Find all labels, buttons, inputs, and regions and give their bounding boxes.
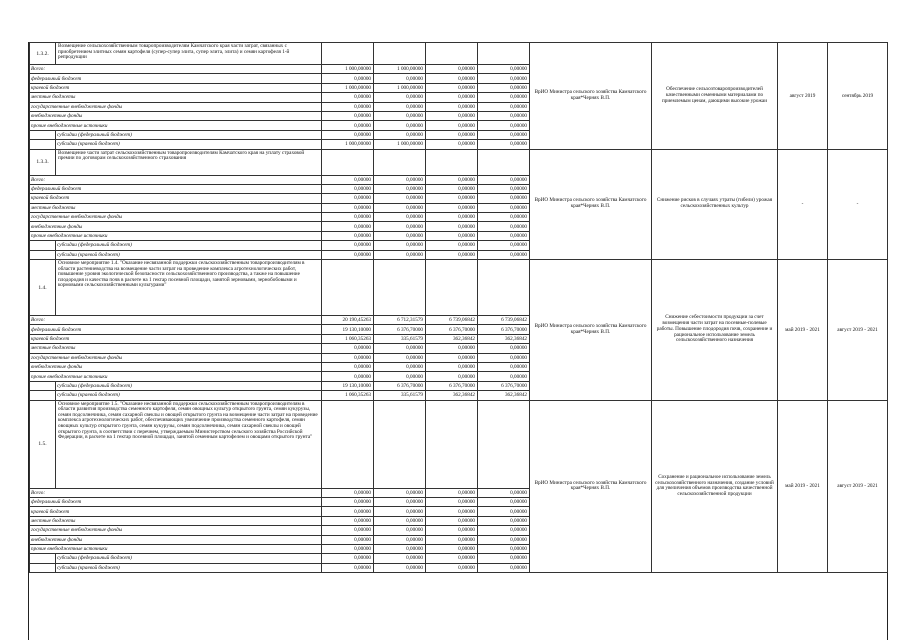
amount-cell: 0,00000 — [374, 497, 426, 506]
amount-cell: 0,00000 — [322, 194, 374, 203]
amount-cell: 0,00000 — [322, 516, 374, 525]
funding-source-label: государственные внебюджетные фонды — [30, 213, 322, 222]
block-code: 1.5. — [30, 400, 56, 488]
amount-cell: 0,00000 — [426, 65, 478, 74]
empty-cell — [374, 149, 426, 175]
amount-cell: 0,00000 — [478, 353, 530, 362]
amount-cell: 0,00000 — [426, 250, 478, 259]
empty-cell — [322, 400, 374, 488]
empty-cell — [426, 43, 478, 65]
funding-source-label: субсидии (краевой бюджет) — [56, 563, 322, 572]
amount-cell: 0,00000 — [374, 130, 426, 139]
funding-source-label: государственные внебюджетные фонды — [30, 102, 322, 111]
amount-cell: 0,00000 — [478, 194, 530, 203]
amount-cell: 0,00000 — [322, 93, 374, 102]
amount-cell: 0,00000 — [426, 121, 478, 130]
funding-source-label: внебюджетные фонды — [30, 111, 322, 120]
amount-cell: 0,00000 — [322, 554, 374, 563]
amount-cell: 0,00000 — [322, 344, 374, 353]
empty-cell — [322, 149, 374, 175]
amount-cell: 0,00000 — [322, 544, 374, 553]
result-cell: Снижение рисков в случаях утраты (гибели) урожая сельскохозяйственных культур — [652, 149, 778, 260]
amount-cell: 0,00000 — [478, 65, 530, 74]
block-title: Основное мероприятие 1.4. "Оказание несвязанной поддержки сельскохозяйственным товаропроизводителям в области растениеводства на возмещение части затрат на проведение комплекса агротехнологических работ, повышение уровня экологической безопасности сельскохозяйственного производства, а также на повышение плодородия и качества почв в расчете на 1 гектар посевной площади, занятой зерновыми, зернобобовыми и кормовыми сельскохозяйственными культурами" — [56, 260, 322, 316]
funding-source-label: субсидии (федеральный бюджет) — [56, 241, 322, 250]
funding-source-label: федеральный бюджет — [30, 74, 322, 83]
empty-cell — [30, 563, 56, 572]
amount-cell: 0,00000 — [478, 241, 530, 250]
amount-cell: 0,00000 — [426, 507, 478, 516]
empty-cell — [30, 391, 56, 400]
amount-cell: 0,00000 — [322, 563, 374, 572]
funding-source-label: краевой бюджет — [30, 334, 322, 343]
amount-cell: 0,00000 — [426, 241, 478, 250]
funding-source-label: внебюджетные фонды — [30, 222, 322, 231]
block-code: 1.3.2. — [30, 43, 56, 65]
empty-cell — [426, 149, 478, 175]
amount-cell: 0,00000 — [426, 362, 478, 371]
funding-source-label: прочие внебюджетные источники — [30, 544, 322, 553]
empty-cell — [30, 140, 56, 149]
funding-source-label: краевой бюджет — [30, 507, 322, 516]
amount-cell: 1 000,00000 — [374, 140, 426, 149]
funding-source-label: местные бюджеты — [30, 516, 322, 525]
amount-cell: 0,00000 — [322, 74, 374, 83]
funding-source-label: внебюджетные фонды — [30, 535, 322, 544]
block-code: 1.4. — [30, 260, 56, 316]
amount-cell: 0,00000 — [478, 535, 530, 544]
empty-cell — [30, 241, 56, 250]
funding-source-label: краевой бюджет — [30, 83, 322, 92]
amount-cell: 0,00000 — [374, 213, 426, 222]
amount-cell: 0,00000 — [426, 175, 478, 184]
amount-cell: 1 000,00000 — [374, 83, 426, 92]
end-date-cell: сентябрь 2019 — [828, 43, 888, 150]
amount-cell: 0,00000 — [478, 231, 530, 240]
amount-cell: 362,36842 — [478, 391, 530, 400]
funding-source-label: субсидии (федеральный бюджет) — [56, 554, 322, 563]
amount-cell: 0,00000 — [322, 175, 374, 184]
amount-cell: 0,00000 — [374, 488, 426, 497]
funding-source-label: прочие внебюджетные источники — [30, 231, 322, 240]
amount-cell: 0,00000 — [322, 507, 374, 516]
amount-cell: 0,00000 — [322, 535, 374, 544]
empty-cell — [322, 260, 374, 316]
start-date-cell: - — [778, 149, 828, 260]
table-body — [30, 43, 888, 573]
amount-cell: 0,00000 — [426, 74, 478, 83]
funding-source-label: Всего: — [30, 316, 322, 325]
amount-cell: 0,00000 — [374, 507, 426, 516]
amount-cell: 0,00000 — [322, 372, 374, 381]
amount-cell: 0,00000 — [478, 203, 530, 212]
funding-source-label: Всего: — [30, 175, 322, 184]
empty-cell — [30, 250, 56, 259]
amount-cell: 0,00000 — [426, 83, 478, 92]
amount-cell: 0,00000 — [374, 554, 426, 563]
amount-cell: 0,00000 — [478, 140, 530, 149]
funding-source-label: субсидии (краевой бюджет) — [56, 391, 322, 400]
amount-cell: 0,00000 — [478, 344, 530, 353]
amount-cell: 0,00000 — [322, 353, 374, 362]
amount-cell: 335,61579 — [374, 391, 426, 400]
amount-cell: 0,00000 — [374, 93, 426, 102]
amount-cell: 1 000,00000 — [322, 65, 374, 74]
funding-source-label: федеральный бюджет — [30, 497, 322, 506]
amount-cell: 1 060,35263 — [322, 334, 374, 343]
amount-cell: 0,00000 — [426, 130, 478, 139]
amount-cell: 0,00000 — [322, 250, 374, 259]
block-title: Возмещение части затрат сельскохозяйственным товаропроизводителям Камчатского края на уплату страховой премии по договорам сельскохозяйственного страхования — [56, 149, 322, 175]
amount-cell: 0,00000 — [374, 563, 426, 572]
amount-cell: 6 376,70000 — [426, 381, 478, 390]
amount-cell: 0,00000 — [374, 353, 426, 362]
amount-cell: 362,36842 — [426, 334, 478, 343]
amount-cell: 0,00000 — [374, 203, 426, 212]
amount-cell: 0,00000 — [322, 203, 374, 212]
amount-cell: 0,00000 — [322, 362, 374, 371]
empty-cell — [426, 260, 478, 316]
result-cell: Снижение себестоимости продукции за счет возмещения части затрат на посевные-полевые работы. Повышение плодородия почв, сохранение и рациональное использование земель сельскохозяйственного назначения — [652, 260, 778, 401]
amount-cell: 0,00000 — [478, 362, 530, 371]
amount-cell: 0,00000 — [426, 344, 478, 353]
amount-cell: 0,00000 — [426, 203, 478, 212]
amount-cell: 0,00000 — [478, 516, 530, 525]
amount-cell: 0,00000 — [374, 535, 426, 544]
funding-source-label: Всего: — [30, 65, 322, 74]
amount-cell: 0,00000 — [478, 488, 530, 497]
amount-cell: 335,61579 — [374, 334, 426, 343]
empty-cell — [322, 43, 374, 65]
amount-cell: 0,00000 — [478, 93, 530, 102]
amount-cell: 0,00000 — [426, 535, 478, 544]
amount-cell: 0,00000 — [374, 102, 426, 111]
amount-cell: 362,36842 — [426, 391, 478, 400]
amount-cell: 0,00000 — [478, 83, 530, 92]
amount-cell: 1 000,00000 — [322, 140, 374, 149]
amount-cell: 0,00000 — [478, 213, 530, 222]
block-title-row — [30, 400, 888, 488]
start-date-cell: май 2019 - 2021 — [778, 260, 828, 401]
funding-source-label: прочие внебюджетные источники — [30, 372, 322, 381]
amount-cell: 0,00000 — [478, 184, 530, 193]
amount-cell: 0,00000 — [478, 250, 530, 259]
empty-cell — [30, 130, 56, 139]
funding-source-label: местные бюджеты — [30, 203, 322, 212]
funding-source-label: федеральный бюджет — [30, 325, 322, 334]
amount-cell: 0,00000 — [374, 516, 426, 525]
empty-cell — [478, 149, 530, 175]
amount-cell: 6 376,70000 — [426, 325, 478, 334]
amount-cell: 0,00000 — [322, 497, 374, 506]
amount-cell: 0,00000 — [478, 222, 530, 231]
amount-cell: 0,00000 — [426, 516, 478, 525]
funding-source-label: местные бюджеты — [30, 93, 322, 102]
amount-cell: 0,00000 — [478, 497, 530, 506]
empty-cell — [374, 400, 426, 488]
amount-cell: 0,00000 — [426, 554, 478, 563]
end-date-cell: август 2019 - 2021 — [828, 400, 888, 573]
funding-source-label: Всего: — [30, 488, 322, 497]
block-title-row — [30, 43, 888, 65]
amount-cell: 0,00000 — [478, 130, 530, 139]
funding-source-label: субсидии (краевой бюджет) — [56, 250, 322, 259]
funding-source-label: местные бюджеты — [30, 344, 322, 353]
empty-cell — [478, 260, 530, 316]
executor-cell: ВрИО Министра сельского хозяйства Камчатского края*Чернях В.П. — [530, 43, 652, 150]
amount-cell: 0,00000 — [426, 111, 478, 120]
empty-cell — [374, 260, 426, 316]
amount-cell: 0,00000 — [478, 372, 530, 381]
amount-cell: 0,00000 — [478, 102, 530, 111]
start-date-cell: август 2019 — [778, 43, 828, 150]
amount-cell: 0,00000 — [322, 488, 374, 497]
amount-cell: 0,00000 — [426, 222, 478, 231]
amount-cell: 0,00000 — [426, 497, 478, 506]
amount-cell: 0,00000 — [322, 184, 374, 193]
block-title-row — [30, 149, 888, 175]
amount-cell: 0,00000 — [426, 184, 478, 193]
amount-cell: 0,00000 — [322, 213, 374, 222]
amount-cell: 0,00000 — [478, 544, 530, 553]
funding-source-label: внебюджетные фонды — [30, 362, 322, 371]
amount-cell: 0,00000 — [322, 231, 374, 240]
funding-source-label: краевой бюджет — [30, 194, 322, 203]
amount-cell: 0,00000 — [374, 222, 426, 231]
amount-cell: 0,00000 — [322, 222, 374, 231]
amount-cell: 6 739,06842 — [478, 316, 530, 325]
amount-cell: 0,00000 — [426, 353, 478, 362]
funding-source-label: государственные внебюджетные фонды — [30, 353, 322, 362]
amount-cell: 0,00000 — [478, 507, 530, 516]
amount-cell: 0,00000 — [426, 372, 478, 381]
amount-cell: 0,00000 — [374, 362, 426, 371]
end-date-cell: - — [828, 149, 888, 260]
empty-cell — [426, 400, 478, 488]
amount-cell: 0,00000 — [374, 121, 426, 130]
amount-cell: 0,00000 — [478, 74, 530, 83]
amount-cell: 0,00000 — [322, 130, 374, 139]
block-title-row — [30, 260, 888, 316]
amount-cell: 0,00000 — [426, 140, 478, 149]
amount-cell: 0,00000 — [478, 111, 530, 120]
amount-cell: 0,00000 — [374, 74, 426, 83]
block-code: 1.3.3. — [30, 149, 56, 175]
amount-cell: 0,00000 — [426, 194, 478, 203]
amount-cell: 0,00000 — [374, 184, 426, 193]
end-date-cell: август 2019 - 2021 — [828, 260, 888, 401]
amount-cell: 0,00000 — [426, 526, 478, 535]
funding-source-label: субсидии (федеральный бюджет) — [56, 130, 322, 139]
program-table-sheet — [28, 42, 888, 640]
start-date-cell: май 2019 - 2021 — [778, 400, 828, 573]
result-cell: Обеспечение сельхозтоваропроизводителей качественными семенными материалами по приемлемым ценам, дающими высокие урожаи — [652, 43, 778, 150]
block-title: Возмещение сельскохозяйственным товаропроизводителям Камчатского края части затрат, связанных с приобретением элитных семян картофеля (супер-супер элита, супер элита, элита) и семян картофеля 1-й репродукции — [56, 43, 322, 65]
amount-cell: 19 130,10000 — [322, 325, 374, 334]
amount-cell: 6 376,70000 — [374, 381, 426, 390]
amount-cell: 20 190,45263 — [322, 316, 374, 325]
block-title: Основное мероприятие 1.5. "Оказание несвязанной поддержки сельскохозяйственным товаропроизводителям в области развития производства семенного картофеля, семян овощных культур открытого грунта, семян кукурузы, семян подсолнечника, семян сахарной свеклы и овощей открытого грунта на возмещение части затрат на проведение комплекса агротехнологических работ, обеспечивающих увеличение производства семенного картофеля, семян овощных культур открытого грунта, семян кукурузы, семян подсолнечника, семян сахарной свеклы и овощей открытого грунта, в соответствии с перечнем, утверждаемым Министерством сельского хозяйства Российской Федерации, в расчете на 1 гектар посевной площади, занятой семенным картофелем и овощами открытого грунта" — [56, 400, 322, 488]
amount-cell: 0,00000 — [426, 102, 478, 111]
empty-cell — [478, 400, 530, 488]
amount-cell: 0,00000 — [374, 544, 426, 553]
amount-cell: 0,00000 — [374, 372, 426, 381]
amount-cell: 0,00000 — [374, 250, 426, 259]
amount-cell: 19 130,10000 — [322, 381, 374, 390]
amount-cell: 0,00000 — [426, 213, 478, 222]
empty-cell — [30, 554, 56, 563]
amount-cell: 0,00000 — [478, 175, 530, 184]
amount-cell: 0,00000 — [374, 111, 426, 120]
amount-cell: 0,00000 — [322, 102, 374, 111]
funding-source-label: субсидии (краевой бюджет) — [56, 140, 322, 149]
amount-cell: 0,00000 — [374, 231, 426, 240]
executor-cell: ВрИО Министра сельского хозяйства Камчатского края*Чернях В.П. — [530, 260, 652, 401]
amount-cell: 0,00000 — [426, 488, 478, 497]
empty-cell — [478, 43, 530, 65]
amount-cell: 0,00000 — [426, 231, 478, 240]
result-cell: Сохранение и рациональное использование земель сельскохозяйственного назначения, создание условий для увеличения объемов производства качественной сельскохозяйственной продукции — [652, 400, 778, 573]
amount-cell: 0,00000 — [322, 241, 374, 250]
funding-source-label: прочие внебюджетные источники — [30, 121, 322, 130]
amount-cell: 6 712,31579 — [374, 316, 426, 325]
amount-cell: 0,00000 — [426, 563, 478, 572]
empty-cell — [374, 43, 426, 65]
funding-source-label: субсидии (федеральный бюджет) — [56, 381, 322, 390]
amount-cell: 0,00000 — [374, 194, 426, 203]
amount-cell: 6 739,06842 — [426, 316, 478, 325]
amount-cell: 0,00000 — [478, 554, 530, 563]
amount-cell: 0,00000 — [374, 344, 426, 353]
amount-cell: 1 000,00000 — [374, 65, 426, 74]
empty-cell — [30, 381, 56, 390]
amount-cell: 1 060,35263 — [322, 391, 374, 400]
amount-cell: 0,00000 — [478, 563, 530, 572]
funding-source-label: государственные внебюджетные фонды — [30, 526, 322, 535]
funding-source-label: федеральный бюджет — [30, 184, 322, 193]
amount-cell: 0,00000 — [322, 111, 374, 120]
amount-cell: 0,00000 — [426, 544, 478, 553]
amount-cell: 0,00000 — [374, 526, 426, 535]
amount-cell: 0,00000 — [426, 93, 478, 102]
amount-cell: 6 376,70000 — [478, 381, 530, 390]
amount-cell: 0,00000 — [322, 121, 374, 130]
amount-cell: 0,00000 — [374, 241, 426, 250]
executor-cell: ВрИО Министра сельского хозяйства Камчатского края*Чернях В.П. — [530, 400, 652, 573]
amount-cell: 0,00000 — [374, 175, 426, 184]
amount-cell: 362,36842 — [478, 334, 530, 343]
amount-cell: 6 376,70000 — [478, 325, 530, 334]
amount-cell: 0,00000 — [322, 526, 374, 535]
amount-cell: 6 376,70000 — [374, 325, 426, 334]
amount-cell: 0,00000 — [478, 121, 530, 130]
amount-cell: 1 000,00000 — [322, 83, 374, 92]
program-activities-table — [29, 42, 888, 573]
amount-cell: 0,00000 — [478, 526, 530, 535]
executor-cell: ВрИО Министра сельского хозяйства Камчатского края*Чернях В.П. — [530, 149, 652, 260]
